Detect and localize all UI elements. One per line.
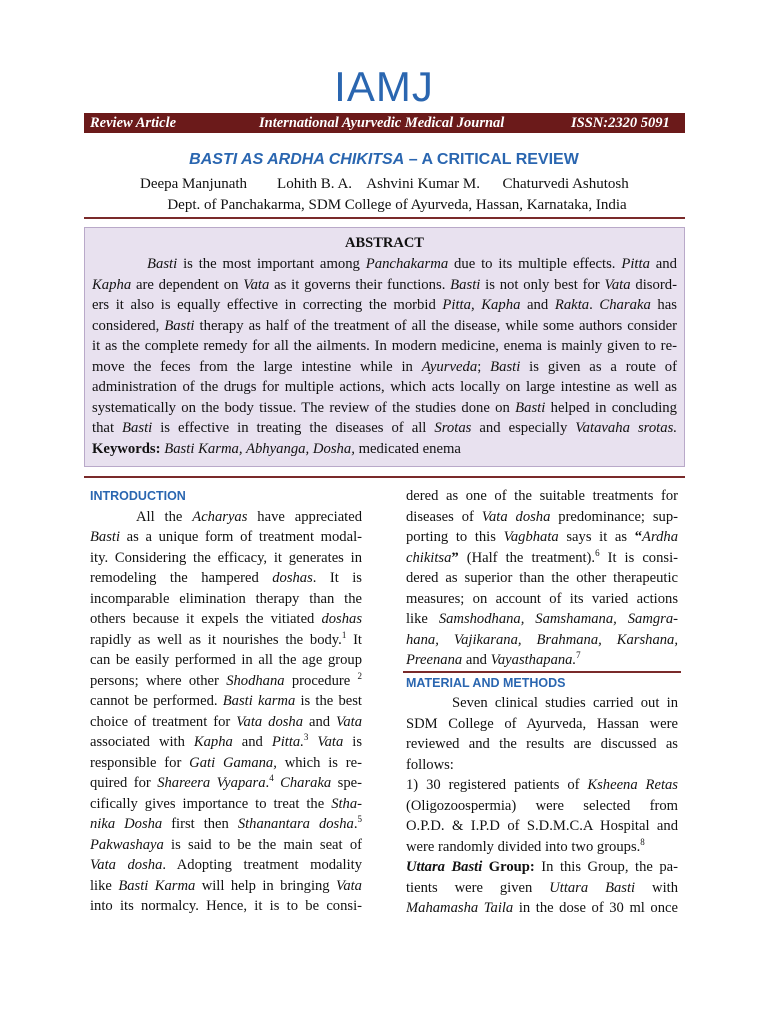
right-column (406, 486, 678, 919)
text-line: Mahamasha Taila in the dose of 30 ml once (406, 900, 678, 916)
author: Deepa Manjunath (140, 176, 248, 192)
introduction-text-cont (406, 486, 678, 671)
text-line: associated with Kapha and Pitta.$^3$ Vata is (90, 732, 362, 750)
text-line: persons; where other Shodhana procedure $^2$ (90, 670, 362, 689)
journal-logo: IAMJ (334, 63, 434, 110)
text-line: others because it expels the vitiated doshas (90, 611, 362, 627)
text-line: measures; on account of its varied actions (406, 590, 678, 607)
paper-title (0, 150, 768, 170)
keywords-list: Basti Karma, Abhyanga, Dosha, medicated enema (164, 440, 461, 457)
text-line: into its normalcy. Hence, it is to be consi- (90, 898, 362, 914)
text-line: porting to this Vagbhata says it as “Ardha (406, 529, 678, 545)
text-line: tients were given Uttara Basti with (406, 879, 678, 896)
left-column (90, 486, 362, 917)
affiliation: Dept. of Panchakarma, SDM College of Ayurveda, Hassan, Karnataka, India (167, 197, 627, 213)
text-line: Basti is the most important among Panchakarma due to its multiple effects. Pitta and (147, 256, 677, 272)
text-line: move the feces from the large intestine while in Ayurveda; Basti is given as a route of (92, 358, 677, 375)
text-line: dered as superior than the other therapeutic (406, 570, 678, 586)
text-line: Basti as a unique form of treatment modal- (90, 529, 362, 545)
text-line: Preenana and Vayasthapana.$^7$ (406, 650, 581, 668)
text-line: Kapha are dependent on Vata as it governs their functions. Basti is not only best for Vata disord- (92, 276, 677, 293)
text-line: 1) 30 registered patients of Ksheena Retas (406, 777, 678, 793)
text-line: reviewed and the results are discussed as (406, 736, 678, 752)
text-line: quired for Shareera Vyapara.$^4$ Charaka spe- (90, 773, 362, 791)
journal-name: International Ayurvedic Medical Journal (259, 115, 505, 131)
text-line: remodeling the hampered doshas. It is (90, 570, 362, 586)
issn: ISSN:2320 5091 (571, 115, 670, 131)
text-line: follows: (406, 756, 454, 773)
text-line: O.P.D. & I.P.D of S.D.M.C.A Hospital and (406, 818, 678, 834)
text-line: chikitsa” (Half the treatment).$^6$ It is consi- (406, 547, 678, 566)
text-line: like Samshodhana, Samshamana, Samgra- (406, 611, 678, 627)
text-line: administration of the drugs for multiple actions, which acts locally on large intestine as well as (92, 379, 677, 395)
text-line: ers it also is equally effective in correcting the morbid Pitta, Kapha and Rakta. Charaka has (92, 297, 677, 313)
text-line: cannot be performed. Basti karma is the best (90, 693, 362, 709)
author: Ashvini Kumar M. (366, 176, 480, 192)
text-line: considered, Basti therapy as half of the treatment of all the disease, while some authors consider (92, 317, 677, 334)
text-line: SDM College of Ayurveda, Hassan were (406, 715, 678, 732)
text-line: diseases of Vata dosha predominance; sup- (406, 508, 678, 525)
text-line: All the Acharyas have appreciated (136, 508, 362, 525)
article-type: Review Article (90, 115, 177, 131)
section-heading-methods: MATERIAL AND METHODS (406, 675, 566, 690)
text-line: responsible for Gati Gamana, which is re- (90, 754, 362, 771)
text-line: can be easily performed in all the age group (90, 652, 362, 668)
text-line: Vata dosha. Adopting treatment modality (90, 857, 362, 873)
author: Chaturvedi Ashutosh (502, 176, 629, 192)
title-italic: BASTI AS ARDHA CHIKITSA (189, 151, 405, 168)
text-line: Seven clinical studies carried out in (452, 695, 678, 711)
text-line: hana, Vajikarana, Brahmana, Karshana, (406, 631, 678, 648)
author: Lohith B. A. (277, 176, 353, 192)
text-line: incomparable elimination therapy than the (90, 590, 362, 607)
title-rest: – A CRITICAL REVIEW (404, 151, 579, 168)
text-line: rapidly as well as it nourishes the body.$^1$ It (90, 629, 362, 648)
abstract-heading: ABSTRACT (345, 235, 424, 251)
text-line: dered as one of the suitable treatments for (406, 488, 678, 504)
text-line: that Basti is effective in treating the diseases of all Srotas and especially Vatavaha srotas. (92, 420, 677, 436)
divider (84, 476, 685, 478)
keywords-label: Keywords: (92, 440, 161, 457)
text-line: cifically gives importance to treat the Stha- (90, 795, 362, 812)
text-line: choice of treatment for Vata dosha and Vata (90, 713, 362, 730)
keywords (92, 439, 677, 460)
text-line: (Oligozoospermia) were selected from (406, 797, 678, 814)
text-line: Pakwashaya is said to be the main seat of (90, 836, 362, 853)
divider (84, 217, 685, 219)
abstract-body (92, 254, 677, 439)
text-line: nika Dosha first then Sthanantara dosha.$^5$ (90, 814, 362, 832)
journal-header-bar (84, 113, 685, 133)
text-line: it as the complete remedy for all the ailments. In modern medicine, enema is mainly given to re- (92, 338, 677, 354)
introduction-text (90, 507, 362, 917)
text-line: like Basti Karma will help in bringing Vata (90, 877, 362, 894)
section-heading-introduction: INTRODUCTION (90, 489, 186, 503)
abstract-box (84, 227, 685, 467)
text-line: systematically on the body tissue. The review of the studies done on Basti helped in concluding (92, 399, 677, 416)
methods-text (406, 693, 678, 919)
text-line: ity. Considering the efficacy, it generates in (90, 549, 362, 566)
text-line: Uttara Basti Group: In this Group, the pa- (406, 859, 678, 875)
author-list (140, 174, 629, 194)
text-line: were randomly divided into two groups.$^8$ (406, 836, 645, 855)
